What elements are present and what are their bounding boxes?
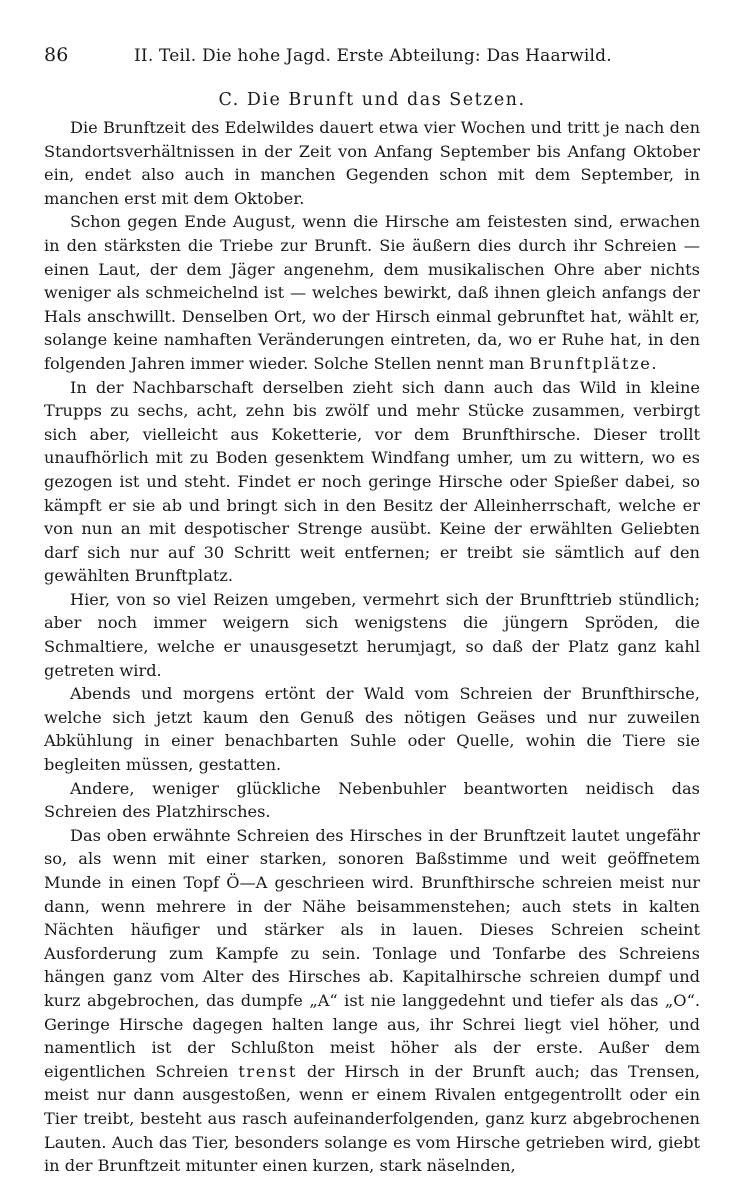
paragraph-text: Hier, von so viel Reizen umgeben, vermehrt sich der Brunfttrieb stündlich; aber noch immer weigern sich wenigstens die jüngern Spröden, die Schmaltiere, welche er unausgesetzt herumjagt, so daß der Platz ganz kahl getreten wird. [44,589,700,680]
paragraph [44,777,700,824]
paragraph-text-tail: der Hirsch in der Brunft auch; das Trensen, meist nur dann ausgestoßen, wenn er einem Rivalen entgegentrollt oder ein Tier treibt, besteht aus rasch aufeinanderfolgenden, ganz kurz abgebrochenen Lauten. Auch das Tier, besonders solange es vom Hirsche getrieben wird, giebt in der Brunftzeit mitunter einen kurzen, stark näselnden, [44,1061,701,1176]
paragraph [44,116,700,210]
paragraph-text: In der Nachbarschaft derselben zieht sich dann auch das Wild in kleine Trupps zu sechs, acht, zehn bis zwölf und mehr Stücke zusammen, verbirgt sich aber, vielleicht aus Koketterie, vor dem Brunfthirsche. Dieser trollt unaufhörlich mit zu Boden gesenktem Windfang umher, um zu wittern, wo es gezogen ist und steht. Findet er noch geringe Hirsche oder Spießer dabei, so kämpft er sie ab und bringt sich in den Besitz der Alleinherrschaft, welche er von nun an mit despotischer Strenge ausübt. Keine der erwählten Geliebten darf sich nur auf 30 Schritt weit entfernen; er treibt sie sämtlich auf den gewählten Brunftplatz. [44,377,700,586]
paragraph-text: Andere, weniger glückliche Nebenbuhler beantworten neidisch das Schreien des Platzhirsches. [44,778,700,822]
paragraph-text: Das oben erwähnte Schreien des Hirsches in der Brunftzeit lautet ungefähr so, als wenn mit einer starken, sonoren Baßstimme und weit geöffnetem Munde in einen Topf Ö—A geschrieen wird. Brunfthirsche schreien meist nur dann, wenn mehrere in der Nähe beisammenstehen; auch stets in kalten Nächten häufiger und stärker als in lauen. Dieses Schreien scheint Ausforderung zum Kampfe zu sein. Tonlage und Tonfarbe des Schreiens hängen ganz vom Alter des Hirsches ab. Kapitalhirsche schreien dumpf und kurz abgebrochen, das dumpfe „A“ ist nie langgedehnt und tiefer als das „O“. Geringe Hirsche dagegen halten lange aus, ihr Schrei liegt viel höher, und namentlich ist der Schlußton meist höher als der erste. Außer dem eigentlichen Schreien [44,825,700,1081]
spaced-term: trenst [238,1061,297,1081]
paragraph-text: Abends und morgens ertönt der Wald vom Schreien der Brunfthirsche, welche sich jetzt kaum den Genuß des nötigen Geäses und nur zuweilen Abkühlung in einer benachbarten Suhle oder Quelle, wohin die Tiere sie begleiten müssen, gestatten. [44,684,700,775]
paragraph [44,682,700,776]
spaced-term: Brunftplätze [529,353,652,373]
paragraph [44,376,700,588]
paragraph [44,588,700,682]
paragraph-text: Schon gegen Ende August, wenn die Hirsche am feistesten sind, erwachen in den stärksten die Triebe zur Brunft. Sie äußern dies durch ihr Schreien — einen Laut, der dem Jäger angenehm, dem musikalischen Ohre aber nichts weniger als schmeichelnd ist — welches bewirkt, daß ihnen gleich anfangs der Hals anschwillt. Denselben Ort, wo der Hirsch einmal gebrunftet hat, wählt er, solange keine namhaften Veränderungen eintreten, da, wo er Ruhe hat, in den folgenden Jahren immer wieder. Solche Stellen nennt man [44,212,700,373]
section-heading: C. Die Brunft und das Setzen. [218,90,526,110]
paragraph-text: Die Brunftzeit des Edelwildes dauert etwa vier Wochen und tritt je nach den Standortsverhältnissen in der Zeit von Anfang September bis Anfang Oktober ein, endet also auch in manchen Gegenden schon mit dem September, in manchen erst mit dem Oktober. [44,118,700,208]
page-number: 86 [44,44,69,66]
paragraph [44,210,700,375]
running-title: II. Teil. Die hohe Jagd. Erste Abteilung: Das Haarwild. [134,46,612,66]
paragraph [44,824,700,1178]
paragraph-text-tail: . [651,353,657,373]
body-text [44,116,700,1178]
running-head [44,44,700,76]
